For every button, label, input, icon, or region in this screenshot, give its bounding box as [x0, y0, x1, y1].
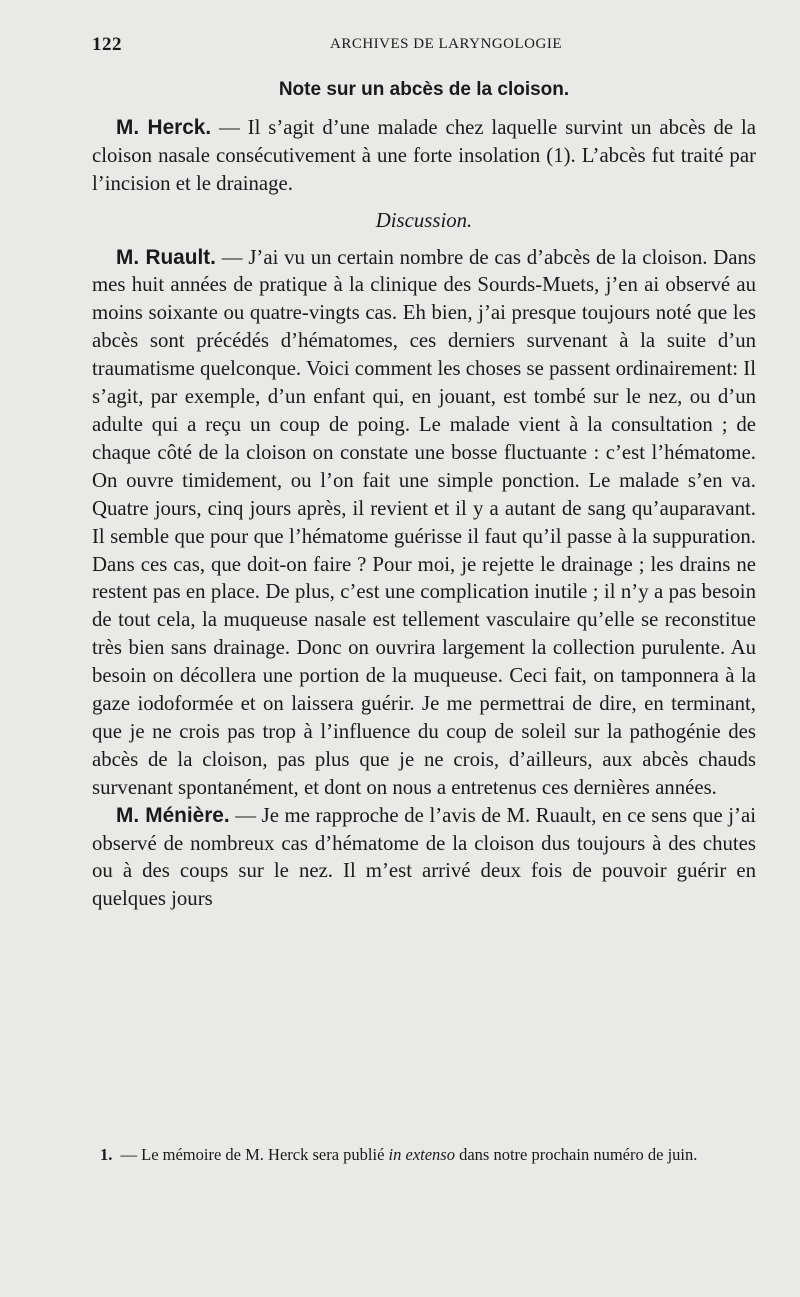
- paragraph-herck: [92, 114, 756, 198]
- paragraph-meniere: [92, 802, 756, 914]
- running-title: ARCHIVES DE LARYNGOLOGIE: [330, 36, 562, 52]
- page-number: 122: [92, 34, 122, 55]
- footnote-text-after: dans notre prochain numéro de juin.: [454, 1145, 698, 1164]
- discussion-heading: Discussion.: [375, 208, 473, 232]
- page-header: [92, 28, 760, 58]
- paragraph-text: — J’ai vu un certain nombre de cas d’abcès de la cloison. Dans mes huit années de pratique à la clinique des Sourds-Muets, j’en ai observé au moins soixante ou quatre-vingts cas. Eh bien, j’ai presque toujours noté que les abcès sont précédés d’hématomes, ces derniers survenant à la suite d’un traumatisme quelconque. Voici comment les choses se passent ordinairement: Il s’agit, par exemple, d’un enfant qui, en jouant, est tombé sur le nez, ou d’un adulte qui a reçu un coup de poing. Le malade vient à la consultation ; de chaque côté de la cloison on constate une bosse fluctuante : c’est l’hématome. On ouvre timidement, ou l’on fait une simple ponction. Le malade s’en va. Quatre jours, cinq jours après, il revient et il y a autant de sang qu’auparavant. Il semble que pour que l’hématome guérisse il faut qu’il passe à la suppuration. Dans ces cas, que doit-on faire ? Pour moi, je rejette le drainage ; les drains ne restent pas en place. De plus, c’est une complication inutile ; il n’y a pas besoin de tout cela, la muqueuse nasale est tellement vasculaire qu’elle se reconstitue très bien sans drainage. Donc on ouvrira largement la collection purulente. Au besoin on décollera une portion de la muqueuse. Ceci fait, on tamponnera à la gaze iodoformée et on laissera guérir. Je me permettrai de dire, en terminant, que je ne crois pas trop à l’influence du coup de soleil sur la pathogénie des abcès de la cloison, pas plus que je ne crois, d’ailleurs, aux abcès chauds survenant spontanément, et dont on nous a entretenus ces dernières années.: [92, 245, 757, 799]
- paragraph-text: — Je me rapproche de l’avis de M. Ruault, en ce sens que j’ai observé de nombreux cas d’hématome de la cloison dus toujours à des chutes ou à des coups sur le nez. Il m’est arrivé deux fois de pouvoir guérir en quelques jours: [92, 803, 756, 911]
- speaker-name: M. Ruault.: [116, 245, 216, 269]
- paragraph-ruault: [92, 244, 756, 802]
- footnote-text-before: — Le mémoire de M. Herck sera publié: [116, 1145, 389, 1164]
- page-body: [92, 76, 756, 913]
- footnote-emphasis: in extenso: [388, 1145, 455, 1164]
- speaker-name: M. Ménière.: [116, 803, 230, 827]
- footnote: [100, 1143, 760, 1167]
- paragraph-text: — Il s’agit d’une malade chez laquelle survint un abcès de la cloison nasale consécutivement à une forte insolation (1). L’abcès fut traité par l’incision et le drainage.: [92, 115, 756, 195]
- footnote-number: 1.: [100, 1145, 113, 1164]
- article-title: Note sur un abcès de la cloison.: [278, 79, 570, 100]
- speaker-name: M. Herck.: [116, 115, 212, 139]
